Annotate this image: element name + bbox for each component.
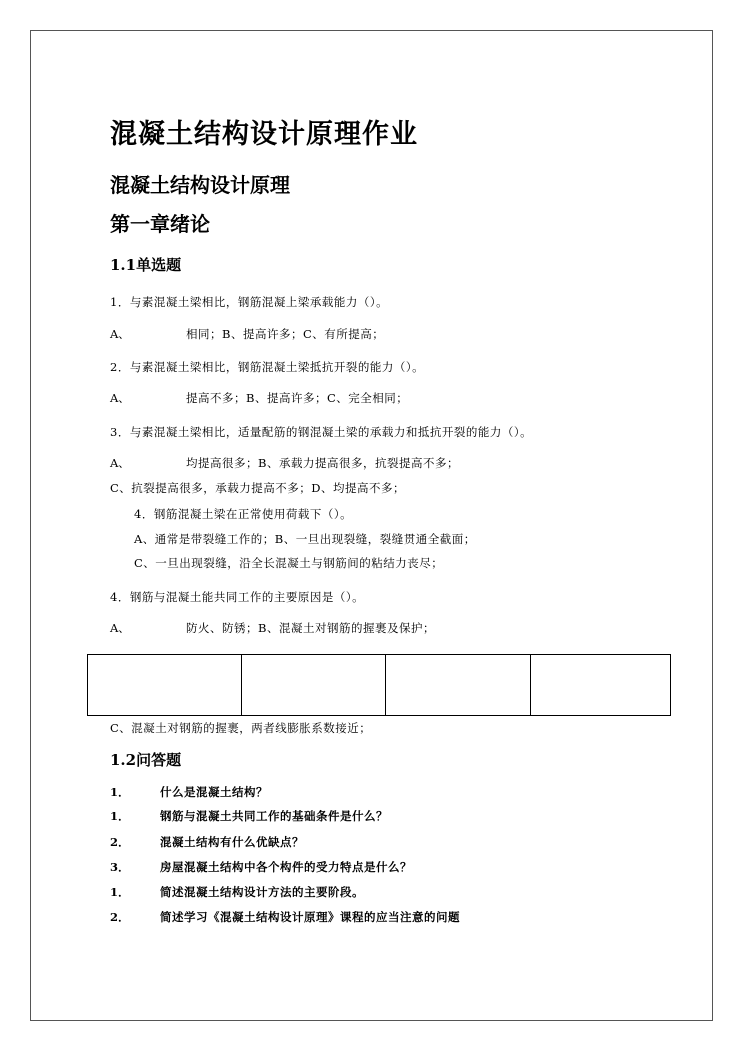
- question-1-option-label: A、: [110, 327, 130, 341]
- qa-item-number: 1．: [110, 885, 130, 899]
- question-4b-option-label: A、: [110, 621, 130, 635]
- question-4a-options-line-1: A、通常是带裂缝工作的；B、一旦出现裂缝，裂缝贯通全截面；: [134, 532, 476, 546]
- question-4a-options-line-2: C、一旦出现裂缝，沿全长混凝土与钢筋间的粘结力丧尽；: [134, 556, 444, 570]
- qa-item-number: 3．: [110, 860, 130, 874]
- document-title: 混凝土结构设计原理作业: [110, 119, 418, 150]
- section-heading-single-choice: 1.1单选题: [110, 256, 182, 274]
- question-4a-stem: 4．钢筋混凝土梁在正常使用荷载下（）。: [134, 507, 353, 521]
- question-3-stem: 3．与素混凝土梁相比，适量配筋的钢混凝土梁的承载力和抵抗开裂的能力（）。: [110, 425, 533, 439]
- table-cell: [531, 655, 671, 716]
- qa-item-number: 1．: [110, 809, 130, 823]
- qa-item-number: 1．: [110, 785, 130, 799]
- table-cell: [88, 655, 242, 716]
- section-heading-qa: 1.2问答题: [110, 751, 182, 769]
- question-1-stem: 1．与素混凝土梁相比，钢筋混凝上梁承载能力（）。: [110, 295, 389, 309]
- question-1-options: 相同；B、提高许多；C、有所提高；: [186, 327, 385, 341]
- table-cell: [386, 655, 531, 716]
- qa-item-text: 什么是混凝土结构？: [160, 785, 268, 799]
- blank-table: [87, 654, 671, 716]
- question-4b-options: 防火、防锈；B、混凝土对钢筋的握裹及保护；: [186, 621, 435, 635]
- question-4b-stem: 4．钢筋与混凝土能共同工作的主要原因是（）。: [110, 590, 365, 604]
- question-3-option-label: A、: [110, 456, 130, 470]
- question-2-options: 提高不多；B、提高许多；C、完全相同；: [186, 391, 409, 405]
- question-4b-options-line-2: C、混凝土对钢筋的握裹，两者线膨胀系数接近；: [110, 721, 372, 735]
- qa-item-text: 钢筋与混凝土共同工作的基础条件是什么？: [160, 809, 388, 823]
- document-subtitle: 混凝土结构设计原理: [110, 173, 290, 197]
- qa-item-number: 2．: [110, 910, 130, 924]
- chapter-heading: 第一章绪论: [110, 212, 210, 236]
- table-row: [88, 655, 671, 716]
- qa-item-text: 房屋混凝土结构中各个构件的受力特点是什么？: [160, 860, 412, 874]
- table-cell: [242, 655, 386, 716]
- qa-item-text: 简述学习《混凝土结构设计原理》课程的应当注意的问题: [160, 910, 460, 924]
- question-3-options: 均提高很多；B、承载力提高很多，抗裂提高不多；: [186, 456, 459, 470]
- qa-item-text: 简述混凝土结构设计方法的主要阶段。: [160, 885, 364, 899]
- question-3-options-line-2: C、抗裂提高很多，承载力提高不多；D、均提高不多；: [110, 481, 406, 495]
- qa-item-number: 2．: [110, 835, 130, 849]
- question-2-stem: 2．与素混凝土梁相比，钢筋混凝土梁抵抗开裂的能力（）。: [110, 360, 425, 374]
- question-2-option-label: A、: [110, 391, 130, 405]
- qa-item-text: 混凝土结构有什么优缺点？: [160, 835, 304, 849]
